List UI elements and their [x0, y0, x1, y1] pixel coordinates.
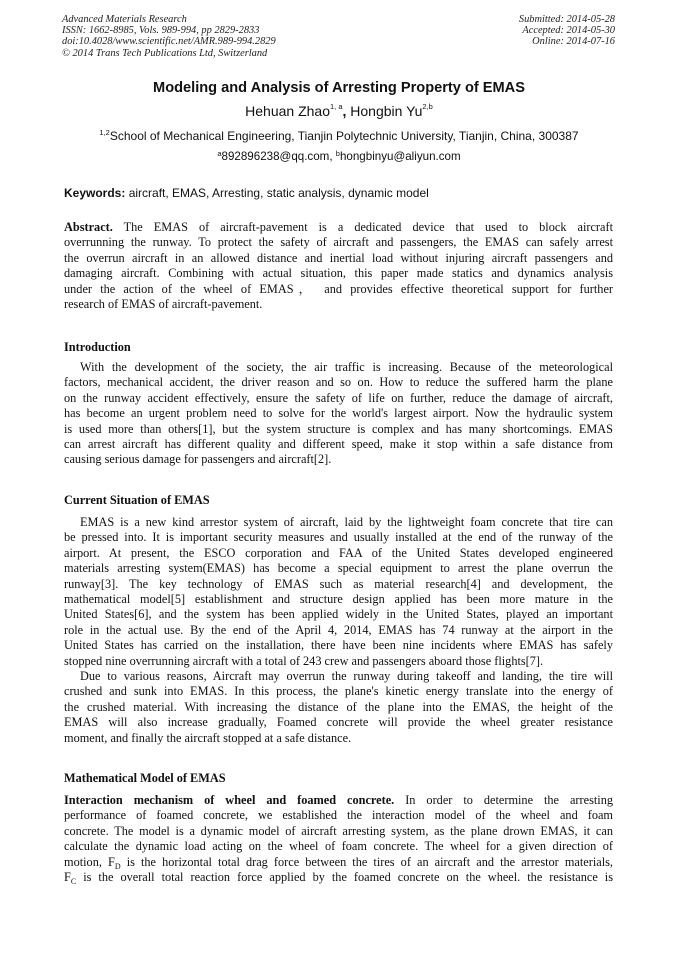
email-b: hongbinyu@aliyun.com [339, 150, 461, 163]
accepted-date: Accepted: 2014-05-30 [522, 25, 615, 37]
paragraph-line: factors, mechanical accident, the driver reason and so on. How to reduce the suffered harm the plane [64, 375, 613, 390]
submitted-date: Submitted: 2014-05-28 [518, 14, 615, 25]
mathematical-model-paragraph [64, 793, 613, 885]
current-situation-paragraph-2 [64, 669, 613, 746]
paragraph-line: airport. At present, the ESCO corporation and FAA of the United States developed engineered [64, 545, 613, 560]
authors [0, 103, 678, 119]
paragraph-line: concrete. The model is a dynamic model of aircraft arresting system, as the plane drown EMAS, it can [64, 823, 613, 838]
author-separator: , [342, 103, 351, 119]
keywords-label: Keywords: [64, 186, 126, 200]
paragraph-line: Due to various reasons, Aircraft may overrun the runway during takeoff and landing, the tire will [80, 669, 613, 683]
submission-dates [519, 14, 615, 48]
email-b-mark: b [335, 149, 340, 158]
author-1: Hehuan Zhao [245, 103, 330, 119]
abstract-line: the overrun aircraft in an allowed distance and inertial load without injuring aircraft passengers and [64, 250, 613, 265]
doi-line: doi:10.4028/www.scientific.net/AMR.989-994.2829 [62, 36, 276, 48]
email-a: 892896238@qq.com, [221, 150, 336, 163]
subsection-label: Interaction mechanism of wheel and foamed concrete. [64, 793, 395, 807]
paragraph-line: $F_C$ is the overall total reaction force applied by the foamed concrete on the wheel. the resistance is [64, 869, 613, 886]
paragraph-line: Interaction mechanism of wheel and foamed concrete. In order to determine the arresting [64, 793, 613, 807]
paragraph-line: moment, and finally the aircraft stopped at a safe distance. [64, 730, 352, 745]
journal-info [62, 14, 276, 59]
paragraph-line: materials arresting system(EMAS) has become a special equipment to arrest the plane overrun the [64, 561, 613, 576]
section-heading-current-situation: Current Situation of EMAS [64, 493, 210, 507]
paragraph-line: mathematical model[5] establishment and structure design applied has been more mature in the [64, 591, 613, 606]
section-heading-mathematical-model: Mathematical Model of EMAS [64, 771, 226, 785]
paragraph-line: crushed and sunk into EMAS. In this process, the plane's kinetic energy translate into the energy of [64, 684, 613, 699]
online-date: Online: 2014-07-16 [532, 36, 615, 48]
paragraph-line: United States has carried on the installation, there have been nine incidents where EMAS has safely [64, 638, 613, 653]
affiliation-mark: 1,2 [99, 128, 110, 137]
journal-name: Advanced Materials Research [62, 14, 187, 25]
paragraph-line: United States[6], and the system has been applied widely in the United States, played an important [64, 607, 613, 622]
abstract-line: Abstract. The EMAS of aircraft-pavement is a dedicated device that used to block aircraft [64, 220, 613, 234]
abstract-label: Abstract. [64, 220, 113, 234]
current-situation-paragraph-1 [64, 515, 613, 669]
paragraph-line: EMAS is a new kind arrestor system of aircraft, laid by the lightweight foam concrete that tire can [80, 515, 613, 529]
abstract-line: overrunning the runway. To protect the safety of aircraft and passengers, the EMAS can safely arrest [64, 235, 613, 250]
paragraph-line: EMAS will also increase gradually, Foamed concrete will provide the wheel greater resistance [64, 715, 613, 730]
paragraph-line: motion, $F_D$ is the horizontal total drag force between the tires of an aircraft and the arrestor materials, [64, 854, 613, 870]
author-emails [0, 150, 678, 163]
paragraph-line: on the runway accident effectively, ensure the safety of life on further, reduce the damage of aircraft, [64, 390, 613, 405]
abstract-line: damaging aircraft. Combining with actual situation, this paper made statics and dynamics analysis [64, 266, 613, 281]
abstract-line: under the action of the wheel of EMAS， and provides effective theoretical support for further [64, 281, 613, 296]
section-heading-introduction: Introduction [64, 340, 131, 354]
paragraph-line: can arrest aircraft has different quality and different speed, make it stop within a safe distance from [64, 436, 613, 451]
paragraph-line: be pressed into. It is important security measures and usually installed at the end of the runway of the [64, 530, 613, 545]
paragraph-line: stopped nine overrunning aircraft with a total of 243 crew and passengers aboard those flights[7]. [64, 653, 544, 668]
abstract [64, 220, 613, 312]
paragraph-line: has become an urgent problem need to solve for the world's largest airport. Now the hydraulic system [64, 406, 613, 421]
paragraph-line: runway[3]. The key technology of EMAS such as material research[4] and development, the [64, 576, 613, 591]
copyright-line: © 2014 Trans Tech Publications Ltd, Switzerland [62, 47, 268, 59]
paragraph-line: is used more than others[1], but the system structure is complex and has many shortcomings. EMAS [64, 421, 613, 436]
affiliation [0, 129, 678, 143]
author-2-mark: 2,b [422, 102, 433, 111]
keywords-text: aircraft, EMAS, Arresting, static analysis, dynamic model [125, 186, 429, 200]
subscript-d: D [114, 861, 121, 870]
paragraph-line: calculate the dynamic load acting on the wheel of foam concrete. The wheel for a given direction of [64, 839, 613, 854]
author-2: Hongbin Yu [350, 103, 423, 119]
paper-title: Modeling and Analysis of Arresting Property of EMAS [153, 80, 525, 96]
introduction-paragraph [64, 360, 613, 468]
paragraph-line: performance of foamed concrete, we established the interaction model of the wheel and foam [64, 808, 613, 823]
paragraph-line: causing serious damage for passengers and aircraft[2]. [64, 452, 332, 467]
email-a-mark: a [217, 149, 222, 158]
keywords [64, 186, 429, 200]
paragraph-line: the crushed material. With increasing the distance of the plane into the EMAS, the height of the [64, 699, 613, 714]
paragraph-line: With the development of the society, the air traffic is increasing. Because of the meteorological [80, 360, 613, 374]
affiliation-text: School of Mechanical Engineering, Tianjin Polytechnic University, Tianjin, China, 300387 [109, 129, 579, 143]
issn-line: ISSN: 1662-8985, Vols. 989-994, pp 2829-2833 [62, 25, 260, 37]
abstract-line: research of EMAS of aircraft-pavement. [64, 296, 263, 311]
paragraph-line: role in the actual use. By the end of the April 4, 2014, EMAS has 74 runway at the airport in the [64, 622, 613, 637]
subscript-c: C [70, 876, 77, 886]
author-1-mark: 1, a [329, 102, 343, 111]
